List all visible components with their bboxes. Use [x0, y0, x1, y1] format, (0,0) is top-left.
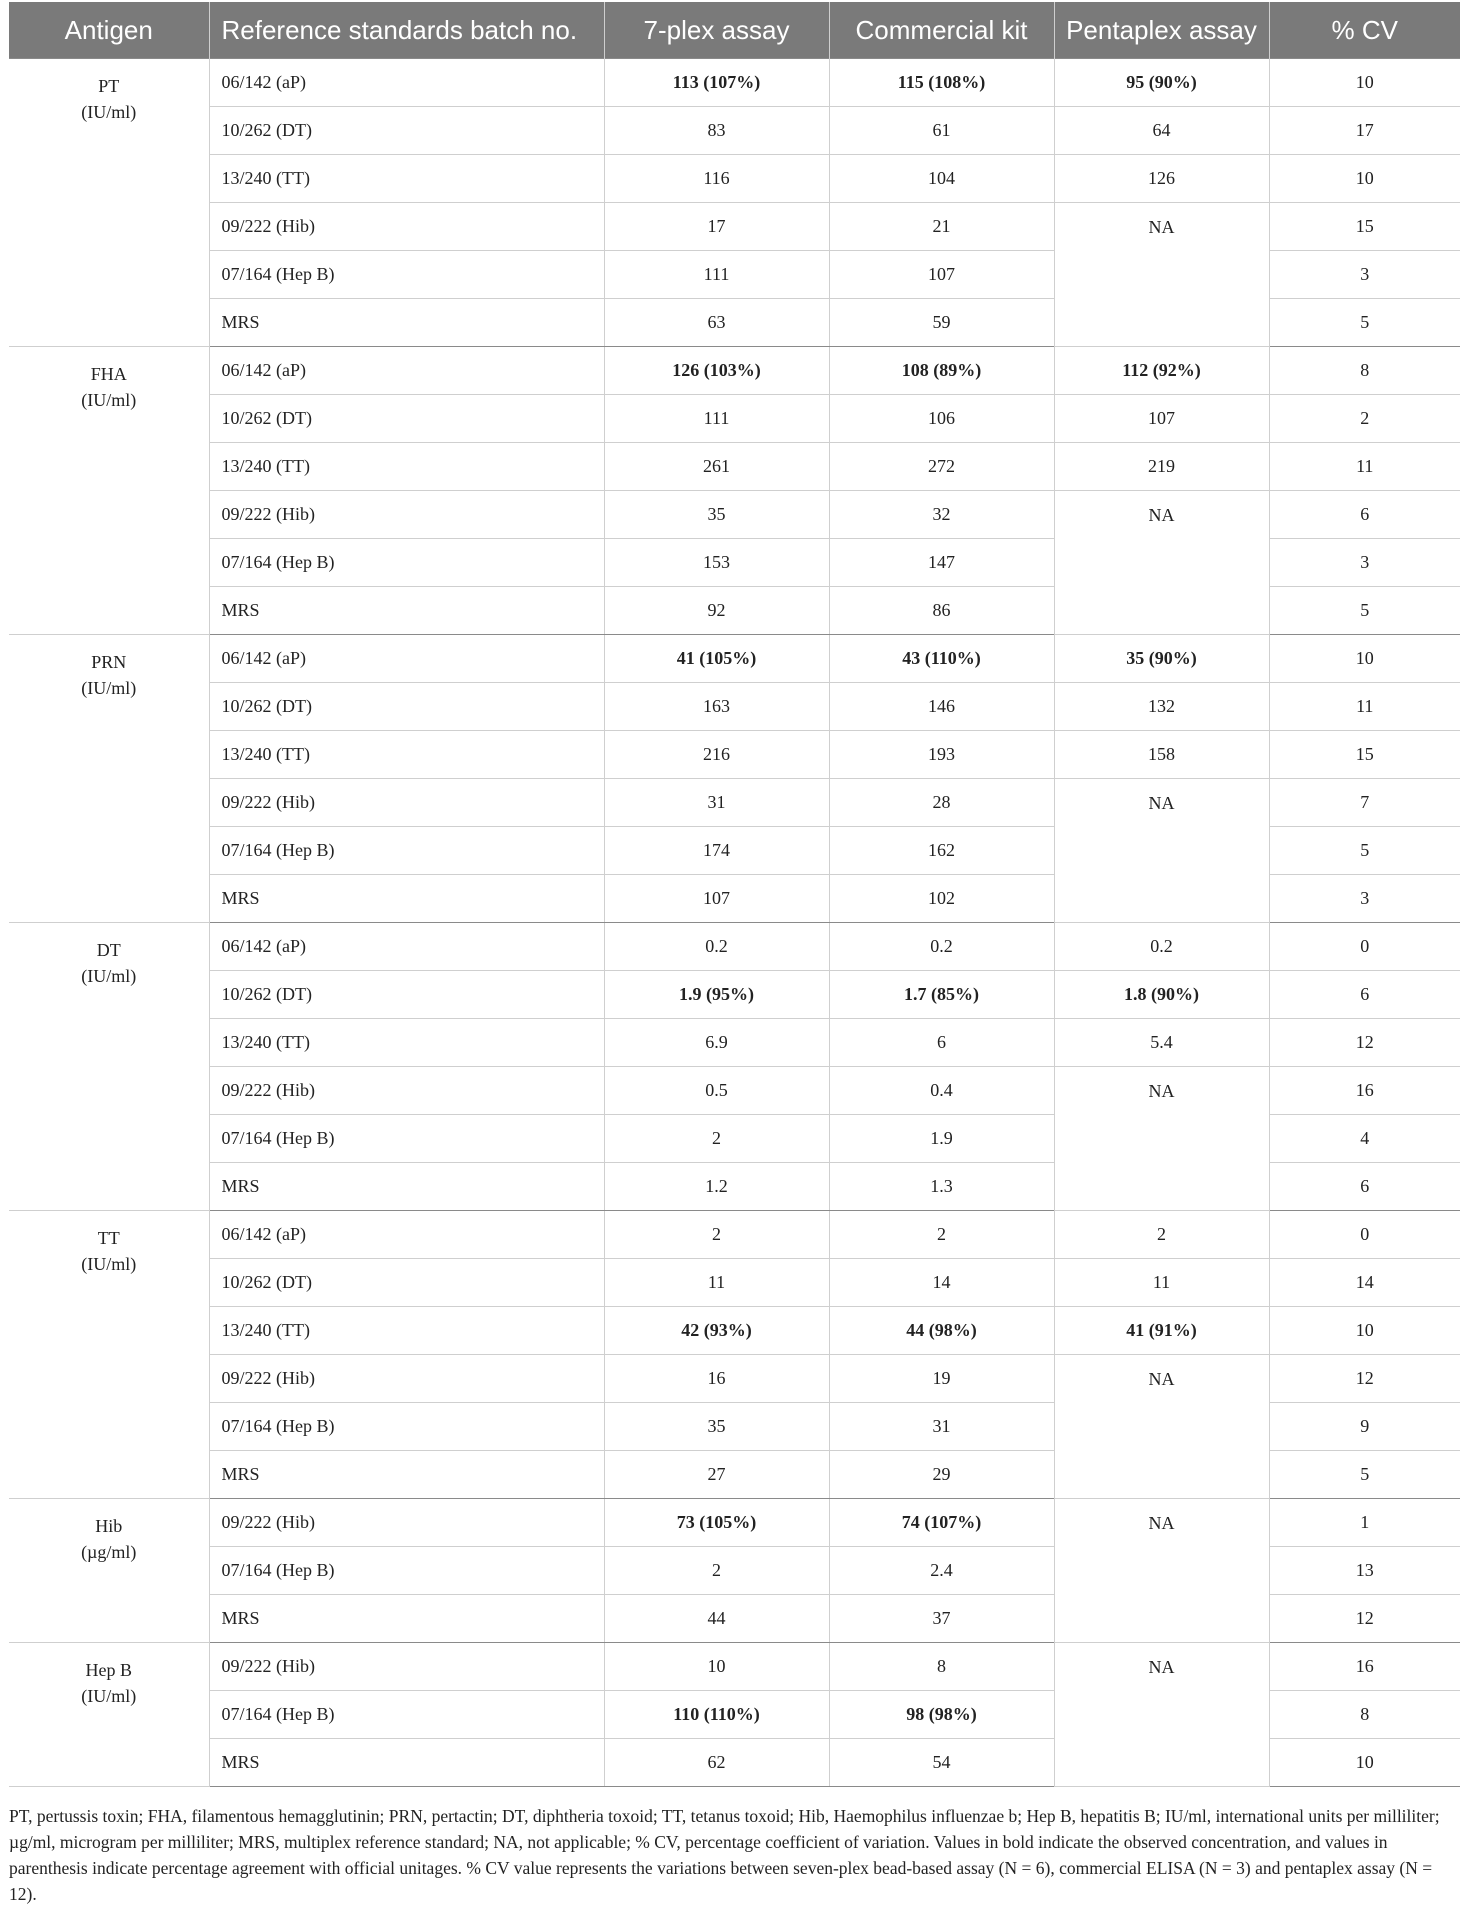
- antigen-name: TT: [97, 1228, 120, 1248]
- commercial-value-cell: [829, 1691, 1054, 1739]
- antigen-name: PT: [98, 76, 120, 96]
- sevenplex-value-cell: [604, 971, 829, 1019]
- sevenplex-value-cell: [604, 1691, 829, 1739]
- commercial-value: 37: [829, 1595, 1054, 1643]
- commercial-value: 146: [829, 683, 1054, 731]
- antigen-cell: [9, 1499, 209, 1643]
- cv-value: 0: [1269, 1211, 1460, 1259]
- cv-value: 5: [1269, 827, 1460, 875]
- commercial-value: 59: [829, 299, 1054, 347]
- header-antigen: Antigen: [9, 2, 209, 59]
- sevenplex-value: 16: [604, 1355, 829, 1403]
- pentaplex-value: 11: [1054, 1259, 1269, 1307]
- commercial-value: 61: [829, 107, 1054, 155]
- commercial-value: 1.9: [829, 1115, 1054, 1163]
- table-row: [9, 443, 1460, 491]
- header-cv: % CV: [1269, 2, 1460, 59]
- commercial-value: 0.4: [829, 1067, 1054, 1115]
- antigen-cell: [9, 1643, 209, 1787]
- header-sevenplex: 7-plex assay: [604, 2, 829, 59]
- cv-value: 9: [1269, 1403, 1460, 1451]
- table-row: [9, 1355, 1460, 1403]
- sevenplex-value: 11: [604, 1259, 829, 1307]
- sevenplex-value: 27: [604, 1451, 829, 1499]
- batch-cell: 06/142 (aP): [209, 59, 604, 107]
- sevenplex-value: 174: [604, 827, 829, 875]
- sevenplex-value: 126 (103%): [672, 360, 761, 380]
- batch-cell: 07/164 (Hep B): [209, 1403, 604, 1451]
- pentaplex-value: 107: [1054, 395, 1269, 443]
- antigen-unit: (IU/ml): [81, 966, 137, 986]
- pentaplex-value: 35 (90%): [1126, 648, 1197, 668]
- antigen-unit: (IU/ml): [81, 678, 137, 698]
- cv-value: 8: [1269, 1691, 1460, 1739]
- sevenplex-value-cell: [604, 635, 829, 683]
- sevenplex-value: 1.2: [604, 1163, 829, 1211]
- pentaplex-value: 112 (92%): [1122, 360, 1201, 380]
- cv-value: 10: [1269, 155, 1460, 203]
- commercial-value: 31: [829, 1403, 1054, 1451]
- pentaplex-value: NA: [1054, 1067, 1269, 1211]
- cv-value: 2: [1269, 395, 1460, 443]
- cv-value: 16: [1269, 1067, 1460, 1115]
- commercial-value: 54: [829, 1739, 1054, 1787]
- batch-cell: 13/240 (TT): [209, 1019, 604, 1067]
- sevenplex-value: 113 (107%): [672, 72, 761, 92]
- sevenplex-value: 2: [604, 1115, 829, 1163]
- cv-value: 11: [1269, 443, 1460, 491]
- batch-cell: MRS: [209, 1739, 604, 1787]
- antigen-name: DT: [96, 940, 121, 960]
- antigen-name: FHA: [90, 364, 127, 384]
- commercial-value: 147: [829, 539, 1054, 587]
- sevenplex-value: 73 (105%): [676, 1512, 757, 1532]
- sevenplex-value-cell: [604, 1307, 829, 1355]
- batch-cell: MRS: [209, 587, 604, 635]
- pentaplex-value-cell: [1054, 347, 1269, 395]
- table-row: [9, 923, 1460, 971]
- header-batch: Reference standards batch no.: [209, 2, 604, 59]
- commercial-value: 43 (110%): [902, 648, 981, 668]
- cv-value: 8: [1269, 347, 1460, 395]
- commercial-value: 86: [829, 587, 1054, 635]
- antigen-unit: (µg/ml): [81, 1542, 137, 1562]
- cv-value: 15: [1269, 203, 1460, 251]
- table-row: [9, 1019, 1460, 1067]
- sevenplex-value: 63: [604, 299, 829, 347]
- commercial-value-cell: [829, 347, 1054, 395]
- commercial-value: 2.4: [829, 1547, 1054, 1595]
- cv-value: 5: [1269, 299, 1460, 347]
- commercial-value: 193: [829, 731, 1054, 779]
- batch-cell: 13/240 (TT): [209, 731, 604, 779]
- cv-value: 6: [1269, 971, 1460, 1019]
- batch-cell: 07/164 (Hep B): [209, 251, 604, 299]
- pentaplex-value-cell: [1054, 1307, 1269, 1355]
- batch-cell: 07/164 (Hep B): [209, 1115, 604, 1163]
- pentaplex-value: NA: [1054, 491, 1269, 635]
- sevenplex-value: 107: [604, 875, 829, 923]
- pentaplex-value-cell: [1054, 59, 1269, 107]
- batch-cell: 13/240 (TT): [209, 443, 604, 491]
- commercial-value: 1.3: [829, 1163, 1054, 1211]
- commercial-value: 28: [829, 779, 1054, 827]
- sevenplex-value: 163: [604, 683, 829, 731]
- sevenplex-value-cell: [604, 1499, 829, 1547]
- cv-value: 6: [1269, 491, 1460, 539]
- table-row: [9, 155, 1460, 203]
- header-commercial: Commercial kit: [829, 2, 1054, 59]
- pentaplex-value: NA: [1054, 203, 1269, 347]
- batch-cell: 13/240 (TT): [209, 1307, 604, 1355]
- antigen-cell: [9, 59, 209, 347]
- commercial-value: 98 (98%): [906, 1704, 977, 1724]
- table-body: [9, 59, 1460, 1787]
- commercial-value: 0.2: [829, 923, 1054, 971]
- batch-cell: 09/222 (Hib): [209, 1643, 604, 1691]
- cv-value: 12: [1269, 1019, 1460, 1067]
- table-row: [9, 1211, 1460, 1259]
- table-row: [9, 203, 1460, 251]
- pentaplex-value: 5.4: [1054, 1019, 1269, 1067]
- sevenplex-value: 6.9: [604, 1019, 829, 1067]
- table-row: [9, 1259, 1460, 1307]
- antigen-cell: [9, 923, 209, 1211]
- sevenplex-value: 116: [604, 155, 829, 203]
- sevenplex-value-cell: [604, 347, 829, 395]
- table-row: [9, 1643, 1460, 1691]
- pentaplex-value: 219: [1054, 443, 1269, 491]
- batch-cell: 09/222 (Hib): [209, 1355, 604, 1403]
- sevenplex-value: 2: [604, 1211, 829, 1259]
- pentaplex-value: 1.8 (90%): [1124, 984, 1199, 1004]
- cv-value: 10: [1269, 59, 1460, 107]
- sevenplex-value: 41 (105%): [676, 648, 757, 668]
- antigen-name: Hib: [95, 1516, 123, 1536]
- commercial-value-cell: [829, 1307, 1054, 1355]
- sevenplex-value: 0.2: [604, 923, 829, 971]
- sevenplex-value: 0.5: [604, 1067, 829, 1115]
- cv-value: 3: [1269, 539, 1460, 587]
- batch-cell: 06/142 (aP): [209, 347, 604, 395]
- commercial-value: 21: [829, 203, 1054, 251]
- sevenplex-value: 153: [604, 539, 829, 587]
- table-row: [9, 731, 1460, 779]
- sevenplex-value: 62: [604, 1739, 829, 1787]
- antigen-unit: (IU/ml): [81, 390, 137, 410]
- pentaplex-value: 41 (91%): [1126, 1320, 1197, 1340]
- sevenplex-value: 35: [604, 1403, 829, 1451]
- commercial-value: 6: [829, 1019, 1054, 1067]
- sevenplex-value: 35: [604, 491, 829, 539]
- commercial-value: 44 (98%): [906, 1320, 977, 1340]
- pentaplex-value: NA: [1054, 779, 1269, 923]
- cv-value: 17: [1269, 107, 1460, 155]
- table-row: [9, 395, 1460, 443]
- sevenplex-value: 31: [604, 779, 829, 827]
- batch-cell: 07/164 (Hep B): [209, 539, 604, 587]
- commercial-value: 2: [829, 1211, 1054, 1259]
- pentaplex-value: 64: [1054, 107, 1269, 155]
- cv-value: 5: [1269, 587, 1460, 635]
- commercial-value-cell: [829, 635, 1054, 683]
- commercial-value: 106: [829, 395, 1054, 443]
- table-row: [9, 683, 1460, 731]
- batch-cell: 07/164 (Hep B): [209, 1547, 604, 1595]
- pentaplex-value: 0.2: [1054, 923, 1269, 971]
- batch-cell: 07/164 (Hep B): [209, 827, 604, 875]
- cv-value: 3: [1269, 875, 1460, 923]
- batch-cell: 07/164 (Hep B): [209, 1691, 604, 1739]
- cv-value: 10: [1269, 1739, 1460, 1787]
- table-footnote: PT, pertussis toxin; FHA, filamentous hemagglutinin; PRN, pertactin; DT, diphtheria toxoid; TT, tetanus toxoid; Hib, Haemophilus influenzae b; Hep B, hepatitis B; IU/ml, international units per milliliter; µg/ml, microgram per milliliter; MRS, multiplex reference standard; NA, not applicable; % CV, percentage coefficient of variation. Values in bold indicate the observed concentration, and values in parenthesis indicate percentage agreement with official unitages. % CV value represents the variations between seven-plex bead-based assay (N = 6), commercial ELISA (N = 3) and pentaplex assay (N = 12).: [9, 1806, 1440, 1904]
- table-row: [9, 779, 1460, 827]
- commercial-value: 104: [829, 155, 1054, 203]
- pentaplex-value: 2: [1054, 1211, 1269, 1259]
- sevenplex-value: 216: [604, 731, 829, 779]
- antigen-unit: (IU/ml): [81, 102, 137, 122]
- cv-value: 14: [1269, 1259, 1460, 1307]
- commercial-value: 32: [829, 491, 1054, 539]
- batch-cell: 10/262 (DT): [209, 971, 604, 1019]
- batch-cell: MRS: [209, 875, 604, 923]
- commercial-value-cell: [829, 971, 1054, 1019]
- sevenplex-value: 44: [604, 1595, 829, 1643]
- sevenplex-value-cell: [604, 59, 829, 107]
- commercial-value-cell: [829, 59, 1054, 107]
- table-row: [9, 59, 1460, 107]
- sevenplex-value: 83: [604, 107, 829, 155]
- batch-cell: 10/262 (DT): [209, 107, 604, 155]
- cv-value: 10: [1269, 635, 1460, 683]
- antigen-unit: (IU/ml): [81, 1686, 137, 1706]
- sevenplex-value: 10: [604, 1643, 829, 1691]
- sevenplex-value: 111: [604, 251, 829, 299]
- cv-value: 4: [1269, 1115, 1460, 1163]
- cv-value: 12: [1269, 1355, 1460, 1403]
- antigen-name: Hep B: [85, 1660, 132, 1680]
- commercial-value: 107: [829, 251, 1054, 299]
- sevenplex-value: 261: [604, 443, 829, 491]
- antigen-cell: [9, 347, 209, 635]
- pentaplex-value-cell: [1054, 971, 1269, 1019]
- batch-cell: MRS: [209, 1163, 604, 1211]
- batch-cell: 06/142 (aP): [209, 923, 604, 971]
- batch-cell: 09/222 (Hib): [209, 491, 604, 539]
- pentaplex-value: 95 (90%): [1126, 72, 1197, 92]
- cv-value: 0: [1269, 923, 1460, 971]
- cv-value: 3: [1269, 251, 1460, 299]
- header-pentaplex: Pentaplex assay: [1054, 2, 1269, 59]
- table-row: [9, 971, 1460, 1019]
- batch-cell: 09/222 (Hib): [209, 1499, 604, 1547]
- cv-value: 13: [1269, 1547, 1460, 1595]
- batch-cell: 10/262 (DT): [209, 1259, 604, 1307]
- commercial-value: 14: [829, 1259, 1054, 1307]
- commercial-value: 74 (107%): [901, 1512, 982, 1532]
- sevenplex-value: 42 (93%): [681, 1320, 752, 1340]
- pentaplex-value: NA: [1054, 1355, 1269, 1499]
- table-row: [9, 1499, 1460, 1547]
- commercial-value: 115 (108%): [897, 72, 986, 92]
- sevenplex-value: 2: [604, 1547, 829, 1595]
- cv-value: 1: [1269, 1499, 1460, 1547]
- cv-value: 11: [1269, 683, 1460, 731]
- table-row: [9, 491, 1460, 539]
- batch-cell: 09/222 (Hib): [209, 203, 604, 251]
- results-table: [9, 2, 1460, 1787]
- pentaplex-value-cell: [1054, 635, 1269, 683]
- commercial-value: 29: [829, 1451, 1054, 1499]
- commercial-value: 1.7 (85%): [904, 984, 979, 1004]
- pentaplex-value: 132: [1054, 683, 1269, 731]
- commercial-value: 19: [829, 1355, 1054, 1403]
- batch-cell: 10/262 (DT): [209, 395, 604, 443]
- header-row: [9, 2, 1460, 59]
- table-row: [9, 1307, 1460, 1355]
- commercial-value: 8: [829, 1643, 1054, 1691]
- batch-cell: MRS: [209, 1451, 604, 1499]
- pentaplex-value: NA: [1054, 1499, 1269, 1643]
- antigen-name: PRN: [91, 652, 127, 672]
- batch-cell: MRS: [209, 299, 604, 347]
- batch-cell: 06/142 (aP): [209, 635, 604, 683]
- sevenplex-value: 17: [604, 203, 829, 251]
- sevenplex-value: 111: [604, 395, 829, 443]
- sevenplex-value: 110 (110%): [673, 1704, 760, 1724]
- cv-value: 16: [1269, 1643, 1460, 1691]
- commercial-value: 102: [829, 875, 1054, 923]
- commercial-value: 108 (89%): [901, 360, 982, 380]
- batch-cell: 09/222 (Hib): [209, 779, 604, 827]
- pentaplex-value: 126: [1054, 155, 1269, 203]
- table-row: [9, 635, 1460, 683]
- pentaplex-value: 158: [1054, 731, 1269, 779]
- commercial-value: 162: [829, 827, 1054, 875]
- cv-value: 10: [1269, 1307, 1460, 1355]
- table-row: [9, 347, 1460, 395]
- commercial-value: 272: [829, 443, 1054, 491]
- cv-value: 12: [1269, 1595, 1460, 1643]
- batch-cell: 13/240 (TT): [209, 155, 604, 203]
- sevenplex-value: 92: [604, 587, 829, 635]
- batch-cell: MRS: [209, 1595, 604, 1643]
- batch-cell: 06/142 (aP): [209, 1211, 604, 1259]
- batch-cell: 09/222 (Hib): [209, 1067, 604, 1115]
- antigen-unit: (IU/ml): [81, 1254, 137, 1274]
- antigen-cell: [9, 635, 209, 923]
- cv-value: 6: [1269, 1163, 1460, 1211]
- table-row: [9, 107, 1460, 155]
- cv-value: 15: [1269, 731, 1460, 779]
- pentaplex-value: NA: [1054, 1643, 1269, 1787]
- cv-value: 7: [1269, 779, 1460, 827]
- commercial-value-cell: [829, 1499, 1054, 1547]
- antigen-cell: [9, 1211, 209, 1499]
- table-row: [9, 1067, 1460, 1115]
- cv-value: 5: [1269, 1451, 1460, 1499]
- sevenplex-value: 1.9 (95%): [679, 984, 754, 1004]
- batch-cell: 10/262 (DT): [209, 683, 604, 731]
